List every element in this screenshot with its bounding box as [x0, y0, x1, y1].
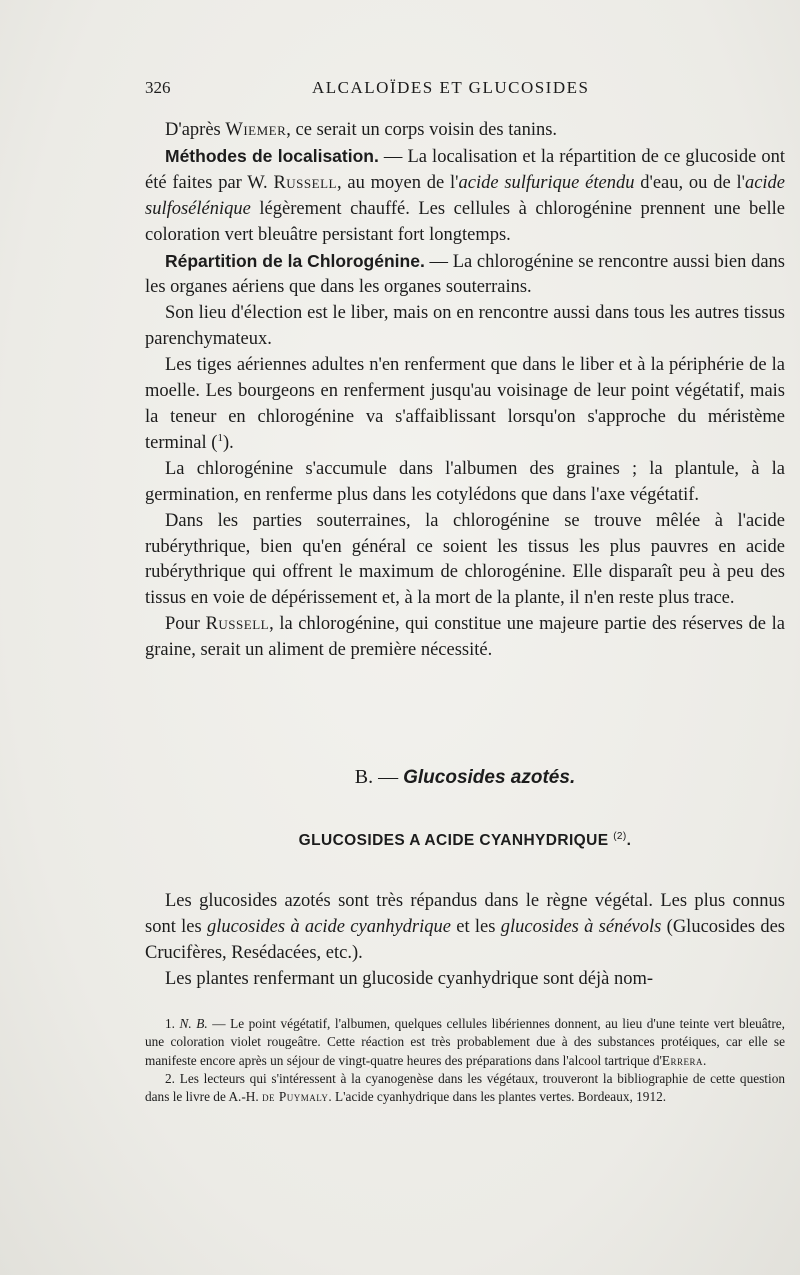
paragraph: Pour Russell, la chlorogénine, qui constitue une majeure partie des réserves de la graine, serait un aliment de première nécessité. — [145, 614, 785, 661]
page-header — [145, 78, 785, 102]
running-head: ALCALOÏDES ET GLUCOSIDES — [312, 78, 590, 97]
paragraph: Son lieu d'élection est le liber, mais on en rencontre aussi dans tous les autres tissus parenchymateux. — [145, 303, 785, 350]
paragraph: La chlorogénine s'accumule dans l'albumen des graines ; la plantule, à la germination, en renferme plus dans les cotylédons que dans l'axe végétatif. — [145, 458, 785, 505]
section-title: B. — Glucosides azotés. — [354, 766, 576, 788]
footnote-1: 1. N. B. — Le point végétatif, l'albumen, quelques cellules libériennes donnent, au lieu d'une teinte vert bleuâtre, une coloration violet rougeâtre. Cette réaction est très probablement due à des substances protéiques, car elle se manifeste encore après un séjour de vingt-quatre heures des préparations dans l'alcool tartrique d'Errera. — [145, 1016, 785, 1068]
page-number: 326 — [145, 78, 171, 97]
subsection-title: GLUCOSIDES A ACIDE CYANHYDRIQUE $^{(2)}$. — [298, 830, 632, 849]
section-heading: Méthodes de localisation. — [165, 145, 379, 166]
section-heading: Répartition de la Chlorogénine. — [165, 250, 425, 271]
footnotes — [145, 1015, 785, 1106]
footnote-ref: 1 — [217, 431, 223, 444]
footnote-2: 2. Les lecteurs qui s'intéressent à la cyanogenèse dans les végétaux, trouveront la bibliographie de cette question dans le livre de A.-H. de Puymaly. L'acide cyanhydrique dans les plantes vertes. Bordeaux, 1912. — [145, 1070, 785, 1105]
paragraph: D'après Wiemer, ce serait un corps voisin des tanins. — [165, 120, 558, 140]
section-text — [145, 888, 785, 992]
paragraph: Dans les parties souterraines, la chlorogénine se trouve mêlée à l'acide rubérythrique, bien qu'en général ce soient les tissus les plus pauvres en acide rubérythrique qui offrent le maximum de chlorogénine. Elle disparaît peu à peu des tissus en voie de dépérissement et, à la mort de la plante, il n'en reste plus trace. — [145, 510, 785, 609]
main-text — [145, 118, 785, 664]
paragraph: Les tiges aériennes adultes n'en renferment que dans le liber et à la périphérie de la moelle. Les bourgeons en renferment jusqu'au voisinage de leur point végétatif, mais la teneur en chlorogénine va s'affaiblissant lorsqu'on s'approche du méristème terminal ($^1$). — [145, 355, 785, 453]
paragraph: Répartition de la Chlorogénine. — La chlorogénine se rencontre aussi bien dans les organes aériens que dans les organes souterrains. — [145, 250, 785, 298]
paragraph: Les plantes renfermant un glucoside cyanhydrique sont déjà nom- — [165, 969, 654, 989]
paragraph: Les glucosides azotés sont très répandus dans le règne végétal. Les plus connus sont les glucosides à acide cyanhydrique et les glucosides à sénévols (Glucosides des Crucifères, Resédacées, etc.). — [145, 891, 785, 963]
paragraph: Méthodes de localisation. — La localisation et la répartition de ce glucoside ont été faites par W. Russell, au moyen de l'acide sulfurique étendu d'eau, ou de l'acide sulfosélénique légèrement chauffé. Les cellules à chlorogénine prennent une belle coloration vert bleuâtre persistant fort longtemps. — [145, 145, 785, 245]
